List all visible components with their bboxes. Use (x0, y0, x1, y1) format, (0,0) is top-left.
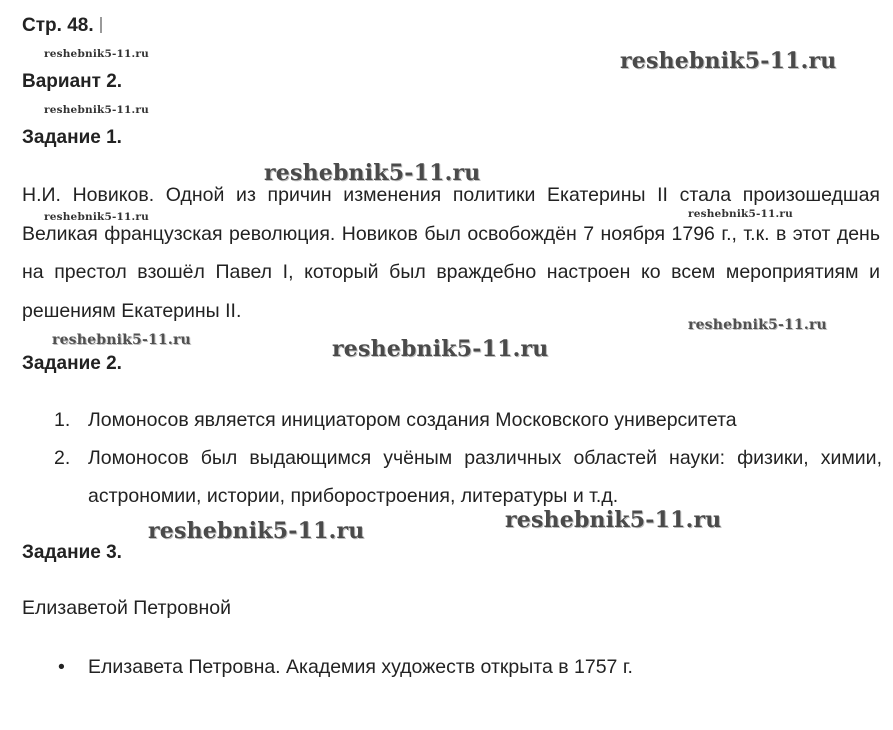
task-3-list (22, 654, 882, 680)
list-item (22, 439, 882, 515)
task-1-heading: Задание 1. (22, 127, 122, 148)
list-item (22, 401, 882, 439)
page-label-cursor (100, 17, 102, 33)
watermark: reshebnik5-11.ru (44, 211, 149, 223)
bullet-icon: • (58, 656, 65, 678)
watermark: reshebnik5-11.ru (620, 48, 837, 74)
task-2-heading: Задание 2. (22, 353, 122, 374)
page-label (22, 15, 102, 37)
list-item-text: Ломоносов был выдающимся учёным различных областей науки: физики, химии, астрономии, истории, приборостроения, литературы и т.д. (88, 447, 882, 507)
page-label-text: Стр. 48. (22, 15, 99, 36)
list-item-number: 2. (54, 447, 71, 469)
watermark: reshebnik5-11.ru (148, 518, 365, 544)
list-item (22, 654, 882, 680)
task-1-answer: Н.И. Новиков. Одной из причин изменения политики Екатерины II стала произошедшая Великая французская революция. Новиков был освобождён 7 ноября 1796 г., т.к. в этот день на престол взошёл Павел I, который был враждебно настроен ко всем мероприятиям и решениям Екатерины II. (22, 184, 880, 322)
watermark: reshebnik5-11.ru (688, 208, 793, 220)
list-item-text: Ломоносов является инициатором создания Московского университета (88, 409, 737, 431)
watermark: reshebnik5-11.ru (264, 160, 481, 186)
list-item-text: Елизавета Петровна. Академия художеств открыта в 1757 г. (88, 656, 633, 678)
watermark: reshebnik5-11.ru (505, 507, 722, 533)
watermark: reshebnik5-11.ru (44, 104, 149, 116)
task-2-list (22, 401, 882, 515)
task-3-heading: Задание 3. (22, 542, 122, 563)
task-3-answer: Елизаветой Петровной (22, 597, 231, 619)
variant-heading: Вариант 2. (22, 71, 123, 92)
watermark: reshebnik5-11.ru (332, 336, 549, 362)
watermark: reshebnik5-11.ru (44, 48, 149, 60)
watermark: reshebnik5-11.ru (52, 332, 191, 348)
list-item-number: 1. (54, 409, 71, 431)
watermark: reshebnik5-11.ru (688, 317, 827, 333)
